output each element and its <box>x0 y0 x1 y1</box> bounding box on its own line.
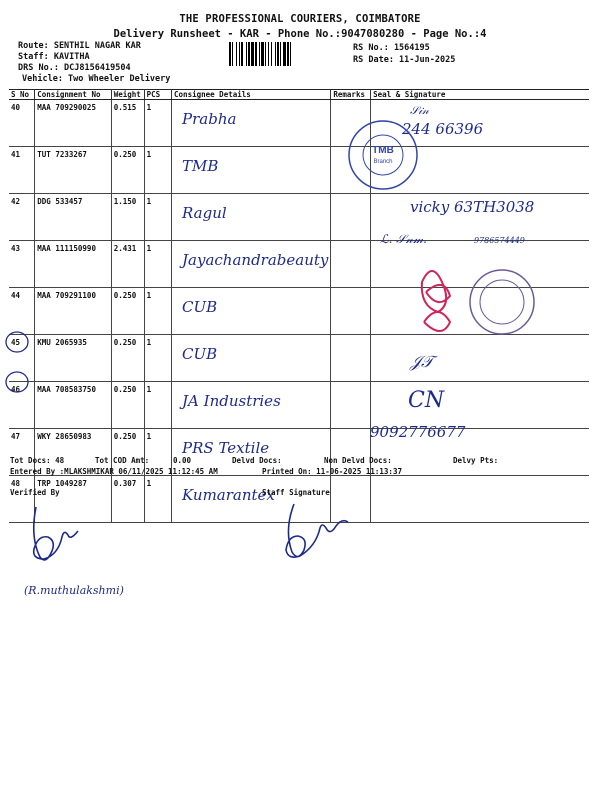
row-weight: 0.250 <box>111 288 144 335</box>
row-weight: 2.431 <box>111 241 144 288</box>
circle-marks <box>3 330 33 400</box>
verifier-name: (R.muthulakshmi) <box>24 584 124 597</box>
row-seal-signature <box>371 382 589 429</box>
row-sno: 41 <box>9 147 35 194</box>
svg-text:Branch: Branch <box>373 159 393 165</box>
non-delvd-docs: Non Delvd Docs: <box>324 456 392 465</box>
row-consignee: Ragul <box>172 194 331 241</box>
handwritten-phone-43: 9786574449 <box>474 236 525 245</box>
row-remarks <box>331 194 371 241</box>
delvd-docs: Delvd Docs: <box>232 456 282 465</box>
row-sno: 46 <box>9 382 35 429</box>
entered-by: Entered By :MLAKSHMIKAR 06/11/2025 11:12:45 AM <box>10 467 218 476</box>
company-title: THE PROFESSIONAL COURIERS, COIMBATORE <box>179 13 421 25</box>
row-consignee: Jayachandrabeauty <box>172 241 331 288</box>
row-weight: 0.250 <box>111 147 144 194</box>
delvy-pts: Delvy Pts: <box>453 456 499 465</box>
table-header-row <box>9 90 589 100</box>
row-sno: 45 <box>9 335 35 382</box>
tot-cod-value: 0.00 <box>173 456 192 465</box>
row-remarks <box>331 335 371 382</box>
row-consignee: JA Industries <box>172 382 331 429</box>
row-pcs: 1 <box>144 194 171 241</box>
row-pcs: 1 <box>144 241 171 288</box>
row-consignee: Kumarantex <box>172 476 331 523</box>
row-weight: 0.515 <box>111 100 144 147</box>
row-consignee: CUB <box>172 335 331 382</box>
tot-cod-label: Tot COD Amt: <box>95 456 150 465</box>
staff-label: Staff: KAVITHA <box>18 52 90 62</box>
vehicle-label: Vehicle: Two Wheeler Delivery <box>22 74 171 84</box>
row-sno: 44 <box>9 288 35 335</box>
row-pcs: 1 <box>144 429 171 476</box>
col-weight: Weight <box>111 90 144 100</box>
row-weight: 0.250 <box>111 429 144 476</box>
row-sno: 42 <box>9 194 35 241</box>
row-consignee: CUB <box>172 288 331 335</box>
row-sno: 48 <box>9 476 35 523</box>
col-remarks: Remarks <box>331 90 371 100</box>
row-consignment-no: DDG 533457 <box>35 194 111 241</box>
signature-scribble-43: ℒ. 𝒮𝓃𝓂. <box>380 232 427 246</box>
handwritten-note-42: vicky 63TH3038 <box>410 198 535 216</box>
row-sno: 47 <box>9 429 35 476</box>
verified-by-label: Verified By <box>10 488 60 497</box>
row-consignment-no: KMU 2065935 <box>35 335 111 382</box>
row-pcs: 1 <box>144 476 171 523</box>
col-pcs: PCS <box>144 90 171 100</box>
row-remarks <box>331 382 371 429</box>
row-weight: 0.250 <box>111 335 144 382</box>
row-sno: 43 <box>9 241 35 288</box>
row-consignment-no: WKY 28650983 <box>35 429 111 476</box>
col-seal-signature: Seal & Signature <box>371 90 589 100</box>
printed-on: Printed On: 11-06-2025 11:13:37 <box>262 467 402 476</box>
signature-scribble-46: 𝒥𝒯 <box>410 352 434 371</box>
tot-docs: Tot Docs: 48 <box>10 456 65 465</box>
row-pcs: 1 <box>144 335 171 382</box>
col-consignment: Consignment No <box>35 90 111 100</box>
col-sno: S No <box>9 90 35 100</box>
staff-signature <box>272 500 362 570</box>
row-remarks <box>331 241 371 288</box>
row-consignment-no: MAA 709291100 <box>35 288 111 335</box>
handwritten-note-47: CN <box>408 388 445 413</box>
barcode <box>228 42 346 66</box>
signature-scribble-40: 𝒮𝒾𝓃 <box>410 104 429 117</box>
row-weight: 0.250 <box>111 382 144 429</box>
tmb-stamp-center: TMB <box>372 145 394 156</box>
row-pcs: 1 <box>144 100 171 147</box>
row-consignment-no: MAA 708583750 <box>35 382 111 429</box>
row-seal-signature <box>371 476 589 523</box>
row-consignee: Prabha <box>172 100 331 147</box>
table-row <box>9 382 589 429</box>
row-consignment-no: TUT 7233267 <box>35 147 111 194</box>
verifier-signature <box>18 503 88 573</box>
runsheet-title: Delivery Runsheet - KAR - Phone No.:9047080280 - Page No.:4 <box>113 28 487 40</box>
row-weight: 0.307 <box>111 476 144 523</box>
staff-signature-label: Staff Signature <box>262 488 330 497</box>
tmb-bank-stamp <box>338 115 428 195</box>
row-consignee: TMB <box>172 147 331 194</box>
row-consignment-no: MAA 709290025 <box>35 100 111 147</box>
row-weight: 1.150 <box>111 194 144 241</box>
route-label: Route: SENTHIL NAGAR KAR <box>18 41 141 51</box>
col-consignee: Consignee Details <box>172 90 331 100</box>
drs-number: DRS No.: DCJ8156419504 <box>18 63 131 73</box>
row-pcs: 1 <box>144 147 171 194</box>
row-consignment-no: MAA 111150990 <box>35 241 111 288</box>
cub-bank-stamp <box>402 252 542 352</box>
rs-date: RS Date: 11-Jun-2025 <box>353 55 456 65</box>
handwritten-number-40: 244 66396 <box>402 120 484 138</box>
row-pcs: 1 <box>144 288 171 335</box>
handwritten-phone-48: 9092776677 <box>370 423 466 441</box>
row-pcs: 1 <box>144 382 171 429</box>
row-remarks <box>331 288 371 335</box>
row-sno: 40 <box>9 100 35 147</box>
rs-number: RS No.: 1564195 <box>353 43 430 53</box>
row-consignment-no: TRP 1049287 <box>35 476 111 523</box>
row-consignee: PRS Textile <box>172 429 331 476</box>
table-row <box>9 100 589 147</box>
table-row <box>9 147 589 194</box>
